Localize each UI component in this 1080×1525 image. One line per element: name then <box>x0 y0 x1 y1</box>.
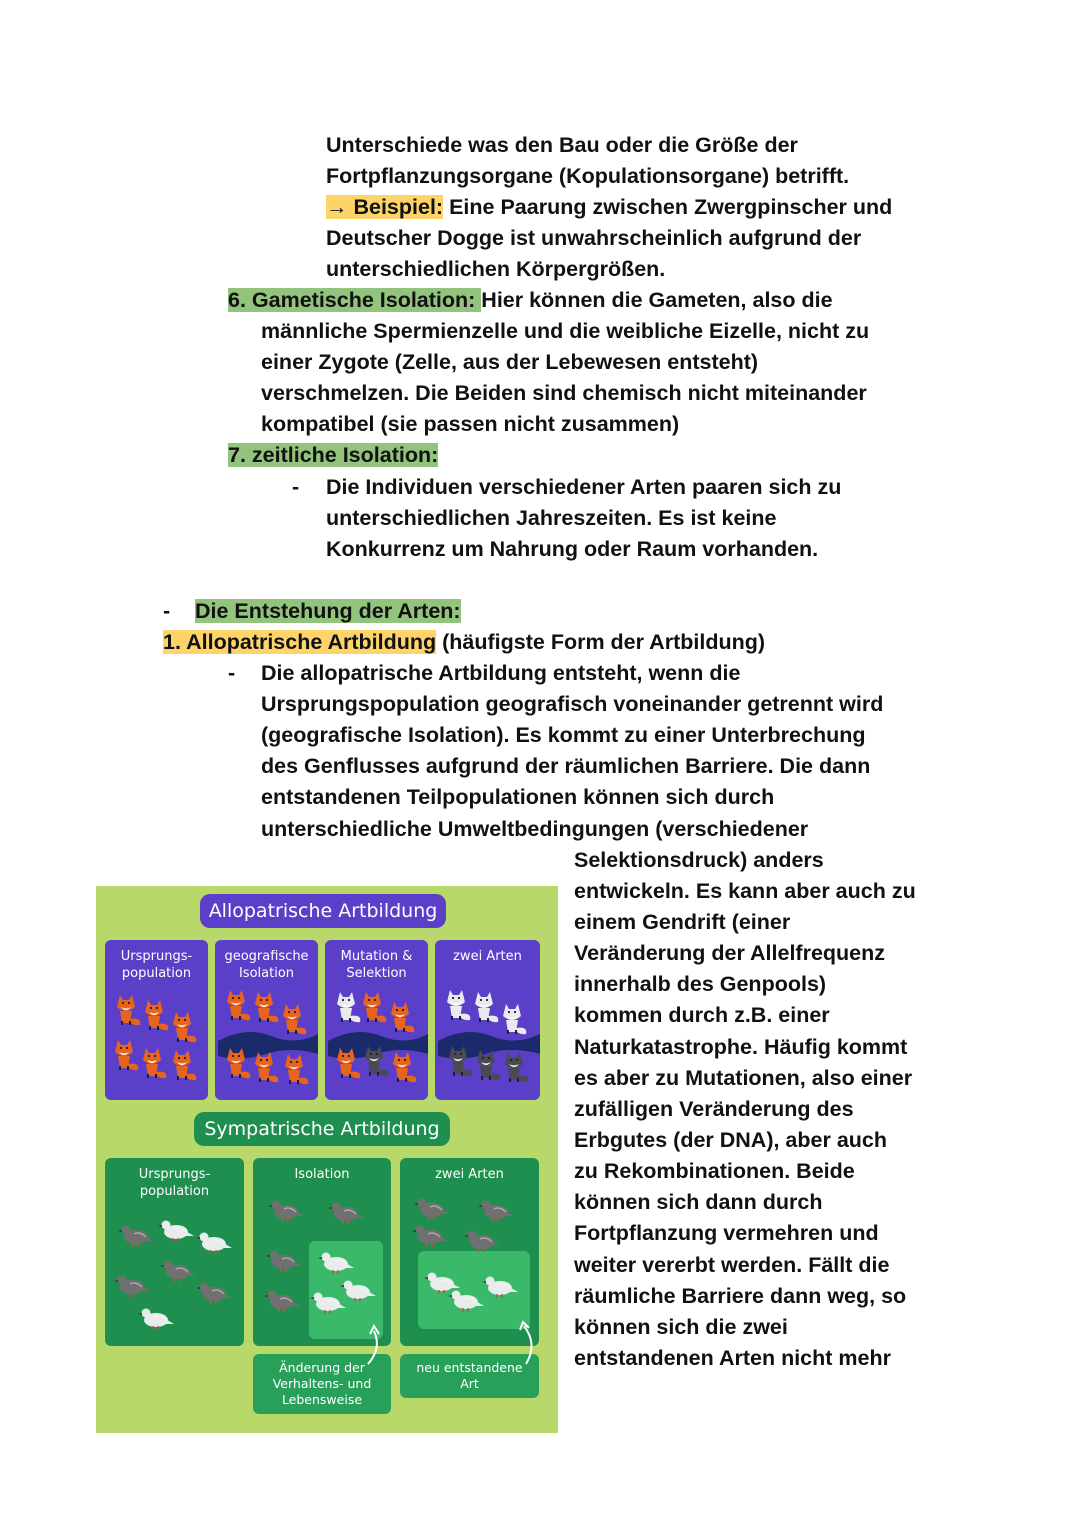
fox-icon <box>363 992 386 1022</box>
fox-icon <box>393 1052 416 1082</box>
gametic-isolation-text: Hier können die Gameten, also die <box>481 288 833 312</box>
pigeon-icon <box>118 1226 154 1248</box>
fox-icon <box>173 1012 196 1042</box>
panel-label: Mutation & Selektion <box>340 949 413 981</box>
text-right-7: Naturkatastrophe. Häufig kommt <box>574 1035 908 1059</box>
pigeon-icon <box>478 1201 514 1223</box>
text-right-6: kommen durch z.B. einer <box>574 1003 830 1027</box>
panel-label: geografische Isolation <box>224 949 309 981</box>
text-right-11: zu Rekombinationen. Beide <box>574 1159 855 1183</box>
text-line-5: unterschiedlichen Körpergrößen. <box>326 257 666 281</box>
text-line-20: des Genflusses aufgrund der räumlichen Barriere. Die dann <box>261 754 871 778</box>
text-right-14: weiter vererbt werden. Fällt die <box>574 1253 890 1277</box>
panel-label: Ursprungs- population <box>138 1167 211 1199</box>
pigeon-icon <box>196 1233 232 1255</box>
sympatric-title: Sympatrische Artbildung <box>194 1112 450 1146</box>
text-line-6 <box>228 285 833 316</box>
text-right-5: innerhalb des Genpools) <box>574 972 827 996</box>
bullet-dash: - <box>163 599 171 623</box>
pigeon-icon <box>464 1231 500 1253</box>
temporal-isolation-heading <box>228 440 438 471</box>
species-origin-heading: Die Entstehung der Arten: <box>195 599 461 623</box>
subgroup-area <box>309 1241 383 1339</box>
text-right-8: es aber zu Mutationen, also einer <box>574 1066 913 1090</box>
fox-icon <box>283 1004 306 1034</box>
text-line-7: männliche Spermienzelle und die weibliche Eizelle, nicht zu <box>261 319 870 343</box>
fox-icon <box>145 1000 168 1030</box>
fox-icon <box>143 1048 166 1078</box>
text-right-2: entwickeln. Es kann aber auch zu <box>574 879 916 903</box>
fox-icon <box>477 1050 500 1080</box>
text-right-3: einem Gendrift (einer <box>574 910 791 934</box>
fox-icon <box>503 1004 526 1034</box>
gametic-isolation-heading: 6. Gametische Isolation: <box>228 288 482 312</box>
fox-icon <box>115 1040 138 1070</box>
text-right-15: räumliche Barriere dann weg, so <box>574 1284 907 1308</box>
text-line-17: Die allopatrische Artbildung entsteht, wenn die <box>261 661 741 685</box>
text-right-4: Veränderung der Allelfrequenz <box>574 941 886 965</box>
pigeon-icon <box>414 1199 450 1221</box>
pigeon-icon <box>412 1226 448 1248</box>
text-line-4: Deutscher Dogge ist unwahrscheinlich aufgrund der <box>326 226 862 250</box>
fox-icon <box>475 992 498 1022</box>
text-right-9: zufälligen Veränderung des <box>574 1097 854 1121</box>
fox-icon <box>285 1054 308 1084</box>
pigeon-icon <box>266 1251 302 1273</box>
text-line-21: entstandenen Teilpopulationen können sich durch <box>261 785 775 809</box>
fox-icon <box>227 990 250 1020</box>
text-line-13: unterschiedlichen Jahreszeiten. Es ist keine <box>326 506 777 530</box>
text-line-2: Fortpflanzungsorgane (Kopulationsorgane) betrifft. <box>326 164 850 188</box>
note-behavior-change: Änderung der Verhaltens- und Lebensweise <box>253 1354 391 1414</box>
bullet-dash: - <box>228 661 236 685</box>
fox-icon <box>447 990 470 1020</box>
pigeon-icon <box>328 1203 364 1225</box>
text-right-1: Selektionsdruck) anders <box>574 848 824 872</box>
pigeon-icon <box>264 1291 300 1313</box>
figure-illustrations <box>96 886 558 1433</box>
text-right-12: können sich dann durch <box>574 1190 823 1214</box>
fox-icon <box>391 1002 414 1032</box>
text-line-16 <box>163 627 765 658</box>
text-right-10: Erbgutes (der DNA), aber auch <box>574 1128 887 1152</box>
fox-icon <box>255 1052 278 1082</box>
text-line-14: Konkurrenz um Nahrung oder Raum vorhanden. <box>326 537 819 561</box>
temporal-isolation-label: 7. zeitliche Isolation: <box>228 443 439 467</box>
panel-label: Isolation <box>294 1167 350 1182</box>
allopatric-note: (häufigste Form der Artbildung) <box>436 630 766 654</box>
note-new-species: neu entstandene Art <box>400 1354 539 1398</box>
text-line-18: Ursprungspopulation geografisch voneinander getrennt wird <box>261 692 884 716</box>
example-label: → Beispiel: <box>326 195 444 219</box>
pigeon-icon <box>114 1276 150 1298</box>
text-line-3 <box>326 192 892 223</box>
allopatric-title: Allopatrische Artbildung <box>200 894 446 928</box>
fox-icon <box>505 1052 528 1082</box>
text-right-16: können sich die zwei <box>574 1315 788 1339</box>
section-heading <box>195 596 461 627</box>
text-line-10: kompatibel (sie passen nicht zusammen) <box>261 412 680 436</box>
text-line-9: verschmelzen. Die Beiden sind chemisch nicht miteinander <box>261 381 867 405</box>
pigeon-icon <box>268 1201 304 1223</box>
speciation-figure <box>96 886 558 1433</box>
fox-icon <box>255 992 278 1022</box>
pigeon-icon <box>196 1283 232 1305</box>
text-right-13: Fortpflanzung vermehren und <box>574 1221 879 1245</box>
pigeon-icon <box>158 1221 194 1243</box>
fox-icon <box>173 1050 196 1080</box>
text-right-17: entstandenen Arten nicht mehr <box>574 1346 891 1370</box>
panel-label: Ursprungs- population <box>120 949 193 981</box>
text-line-8: einer Zygote (Zelle, aus der Lebewesen entsteht) <box>261 350 759 374</box>
text-line-22: unterschiedliche Umweltbedingungen (verschiedener <box>261 817 809 841</box>
arrow-icon <box>524 1326 532 1364</box>
panel-label: zwei Arten <box>453 949 522 964</box>
fox-icon <box>337 992 360 1022</box>
pigeon-icon <box>160 1261 196 1283</box>
text-line-1: Unterschiede was den Bau oder die Größe der <box>326 133 798 157</box>
bullet-dash: - <box>292 475 300 499</box>
pigeon-icon <box>138 1309 174 1331</box>
panel-label: zwei Arten <box>435 1167 504 1182</box>
allopatric-heading: 1. Allopatrische Artbildung <box>163 630 437 654</box>
text-line-12: Die Individuen verschiedener Arten paaren sich zu <box>326 475 842 499</box>
example-text: Eine Paarung zwischen Zwergpinscher und <box>443 195 893 219</box>
text-line-19: (geografische Isolation). Es kommt zu einer Unterbrechung <box>261 723 866 747</box>
fox-icon <box>117 995 140 1025</box>
